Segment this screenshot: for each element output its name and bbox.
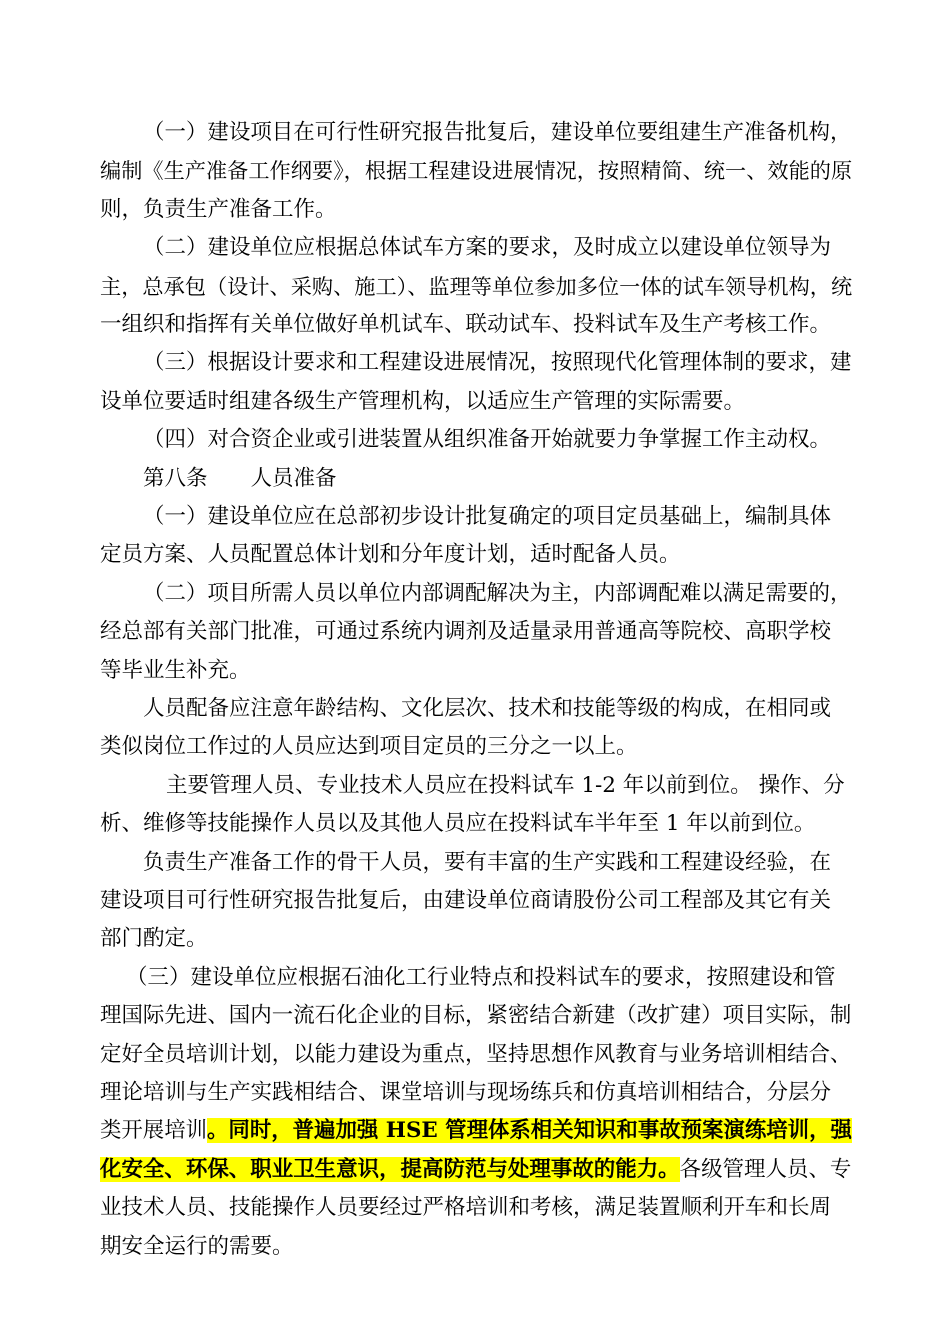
- highlighted-text: 。同时，普遍加强 HSE 管理体系相关知识和事故预案演练培训，强: [207, 1118, 852, 1144]
- paragraph-line: [100, 1116, 852, 1146]
- paragraph-line: 等毕业生补充。: [100, 657, 251, 683]
- paragraph-line: 经总部有关部门批准，可通过系统内调剂及适量录用普通高等院校、高职学校: [100, 619, 832, 645]
- paragraph-line: 理国际先进、国内一流石化企业的目标，紧密结合新建（改扩建）项目实际，制: [100, 1003, 852, 1029]
- paragraph-text: 各级管理人员、专: [679, 1156, 852, 1182]
- paragraph-line: 负责生产准备工作的骨干人员，要有丰富的生产实践和工程建设经验，在: [143, 849, 832, 875]
- paragraph-line: 期安全运行的需要。: [100, 1233, 294, 1259]
- paragraph-line: 建设项目可行性研究报告批复后，由建设单位商请股份公司工程部及其它有关: [100, 888, 832, 913]
- paragraph-line: 析、维修等技能操作人员以及其他人员应在投料试车半年至 1 年以前到位。: [100, 811, 816, 837]
- paragraph-line: 主要管理人员、专业技术人员应在投料试车 1-2 年以前到位。 操作、分: [166, 772, 845, 798]
- paragraph-line: （三）根据设计要求和工程建设进展情况，按照现代化管理体制的要求，建: [143, 350, 852, 376]
- paragraph-line: （三）建设单位应根据石油化工行业特点和投料试车的要求，按照建设和管: [126, 964, 836, 990]
- paragraph-line: （四）对合资企业或引进装置从组织准备开始就要力争掌握工作主动权。: [143, 427, 832, 453]
- paragraph-line: （二）项目所需人员以单位内部调配解决为主，内部调配难以满足需要的，: [143, 580, 852, 606]
- paragraph-line: 业技术人员、技能操作人员要经过严格培训和考核，满足装置顺利开车和长周: [100, 1195, 832, 1221]
- paragraph-line: 则，负责生产准备工作。: [100, 196, 337, 222]
- paragraph-line: [100, 1155, 851, 1185]
- paragraph-line: （一）建设单位应在总部初步设计批复确定的项目定员基础上，编制具体: [143, 504, 832, 529]
- highlighted-text: 化安全、环保、职业卫生意识，提高防范与处理事故的能力。: [100, 1156, 680, 1182]
- article-heading: 第八条 人员准备: [143, 465, 337, 491]
- paragraph-line: 类似岗位工作过的人员应达到项目定员的三分之一以上。: [100, 734, 638, 760]
- paragraph-line: （二）建设单位应根据总体试车方案的要求，及时成立以建设单位领导为: [143, 235, 832, 261]
- paragraph-line: 设单位要适时组建各级生产管理机构，以适应生产管理的实际需要。: [100, 388, 746, 414]
- paragraph-text: 类开展培训: [100, 1118, 208, 1144]
- paragraph-line: 理论培训与生产实践相结合、课堂培训与现场练兵和仿真培训相结合，分层分: [100, 1080, 832, 1105]
- paragraph-line: 部门酌定。: [100, 926, 208, 952]
- paragraph-line: 定好全员培训计划，以能力建设为重点，坚持思想作风教育与业务培训相结合、: [100, 1041, 852, 1067]
- paragraph-line: 编制《生产准备工作纲要》，根据工程建设进展情况，按照精简、统一、效能的原: [100, 158, 853, 184]
- paragraph-line: （一）建设项目在可行性研究报告批复后，建设单位要组建生产准备机构，: [143, 120, 852, 145]
- paragraph-line: 人员配备应注意年龄结构、文化层次、技术和技能等级的构成，在相同或: [143, 696, 832, 721]
- paragraph-line: 主，总承包（设计、采购、施工）、监理等单位参加多位一体的试车领导机构，统: [100, 273, 853, 299]
- paragraph-line: 一组织和指挥有关单位做好单机试车、联动试车、投料试车及生产考核工作。: [100, 312, 832, 337]
- paragraph-line: 定员方案、人员配置总体计划和分年度计划，适时配备人员。: [100, 542, 681, 568]
